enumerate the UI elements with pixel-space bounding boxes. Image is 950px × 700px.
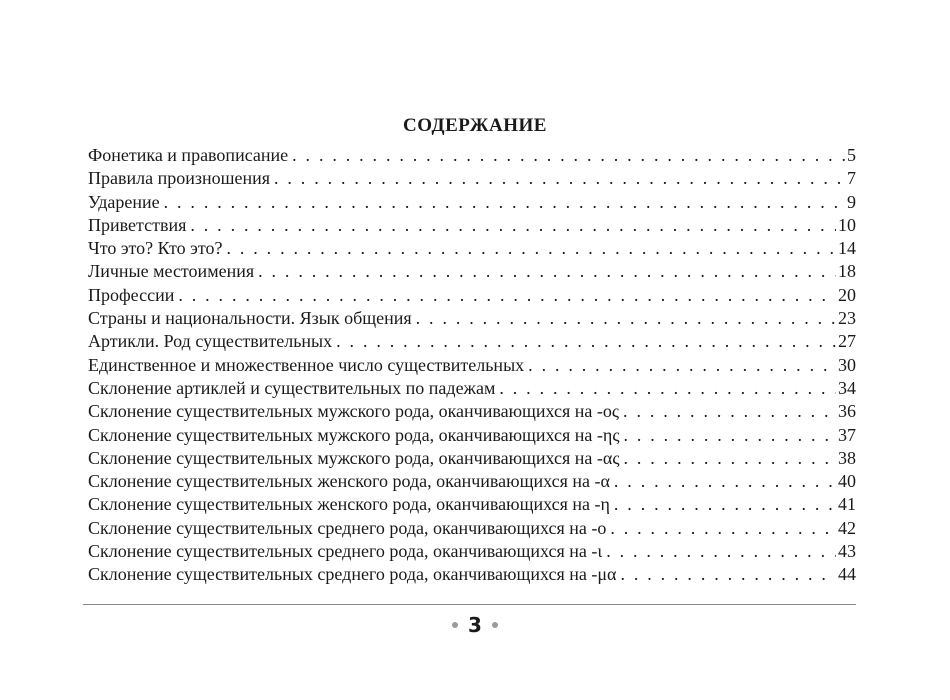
- toc-entry: [88, 260, 856, 283]
- toc-entry-label: Личные местоимения: [88, 261, 255, 282]
- toc-entry: [88, 214, 856, 237]
- toc-heading: СОДЕРЖАНИЕ: [403, 115, 547, 136]
- toc-entry-label: Правила произношения: [88, 168, 270, 189]
- toc-entry-page: 42: [838, 517, 856, 538]
- toc-entry: [88, 493, 856, 516]
- toc-entry-label: Единственное и множественное число существительных: [88, 354, 525, 375]
- toc-entry: [88, 307, 856, 330]
- toc-entry-label: Склонение существительных среднего рода, оканчивающихся на -μα: [88, 564, 617, 585]
- toc-leader-dots: [610, 517, 836, 540]
- toc-entry: [88, 517, 856, 540]
- toc-entry-page: 41: [838, 494, 856, 515]
- toc-leader-dots: [623, 424, 836, 447]
- toc-entry-label: Склонение существительных мужского рода, оканчивающихся на -ος: [88, 401, 620, 422]
- toc-entry-page: 20: [838, 284, 856, 305]
- toc-entry: [88, 400, 856, 423]
- toc-entry-page: 43: [838, 541, 856, 562]
- toc-leader-dots: [623, 447, 836, 470]
- toc-entry-page: 30: [838, 354, 856, 375]
- page-footer: [0, 610, 950, 640]
- toc-entry: [88, 540, 856, 563]
- toc-leader-dots: [416, 307, 836, 330]
- toc-leader-dots: [226, 237, 836, 260]
- toc-leader-dots: [178, 284, 836, 307]
- toc-entry: [88, 237, 856, 260]
- footer-bullet-right-icon: [492, 622, 498, 628]
- toc-leader-dots: [274, 167, 845, 190]
- toc-entry: [88, 563, 856, 586]
- toc-entry: [88, 167, 856, 190]
- page-number: 3: [468, 613, 482, 637]
- toc-entry-label: Приветствия: [88, 214, 187, 235]
- toc-entry-label: Склонение артиклей и существительных по падежам: [88, 377, 496, 398]
- toc-entry-label: Артикли. Род существительных: [88, 331, 333, 352]
- toc-leader-dots: [528, 354, 836, 377]
- toc-leader-dots: [614, 470, 836, 493]
- toc-entry-label: Склонение существительных женского рода, оканчивающихся на -α: [88, 471, 610, 492]
- toc-entry-page: 27: [838, 331, 856, 352]
- toc-entry-page: 7: [847, 168, 856, 189]
- toc-entry-page: 38: [838, 447, 856, 468]
- toc-entry-label: Склонение существительных мужского рода, оканчивающихся на -ης: [88, 424, 620, 445]
- toc-entry-label: Склонение существительных женского рода, оканчивающихся на -η: [88, 494, 610, 515]
- toc-entry-label: Склонение существительных среднего рода, оканчивающихся на -ο: [88, 517, 607, 538]
- toc-entry: [88, 377, 856, 400]
- toc-entry-label: Ударение: [88, 191, 160, 212]
- toc-entry-label: Склонение существительных среднего рода, оканчивающихся на -ι: [88, 541, 603, 562]
- toc-entry-label: Склонение существительных мужского рода, оканчивающихся на -ας: [88, 447, 620, 468]
- toc-entry-page: 9: [847, 191, 856, 212]
- toc-entry: [88, 330, 856, 353]
- toc-leader-dots: [190, 214, 836, 237]
- toc-entry-page: 36: [838, 401, 856, 422]
- toc-entry: [88, 144, 856, 167]
- toc-entry-label: Страны и национальности. Язык общения: [88, 308, 412, 329]
- toc-leader-dots: [606, 540, 836, 563]
- toc-entry-label: Профессии: [88, 284, 175, 305]
- toc-entry: [88, 284, 856, 307]
- toc-leader-dots: [292, 144, 845, 167]
- toc-entry: [88, 354, 856, 377]
- toc-entry-page: 44: [838, 564, 856, 585]
- toc-entry: [88, 191, 856, 214]
- toc-entry: [88, 447, 856, 470]
- footer-bullet-left-icon: [452, 622, 458, 628]
- toc-entry-page: 37: [838, 424, 856, 445]
- toc-entry-label: Фонетика и правописание: [88, 145, 289, 165]
- toc-leader-dots: [623, 400, 836, 423]
- toc-entry-page: 14: [838, 238, 856, 259]
- toc-entry: [88, 470, 856, 493]
- toc-leader-dots: [620, 563, 836, 586]
- toc-entry-page: 5: [847, 145, 856, 165]
- toc-entry-label: Что это? Кто это?: [88, 238, 223, 259]
- toc-entry-page: 34: [838, 377, 856, 398]
- toc-leader-dots: [336, 330, 836, 353]
- toc-leader-dots: [258, 260, 836, 283]
- toc-entry-page: 40: [838, 471, 856, 492]
- toc-entry-page: 10: [838, 214, 856, 235]
- toc-entry-page: 23: [838, 308, 856, 329]
- toc-leader-dots: [499, 377, 836, 400]
- toc-leader-dots: [164, 191, 845, 214]
- toc-entry-page: 18: [838, 261, 856, 282]
- toc-leader-dots: [614, 493, 836, 516]
- footer-rule: [83, 604, 856, 605]
- toc-entry: [88, 424, 856, 447]
- toc-list: [88, 144, 856, 587]
